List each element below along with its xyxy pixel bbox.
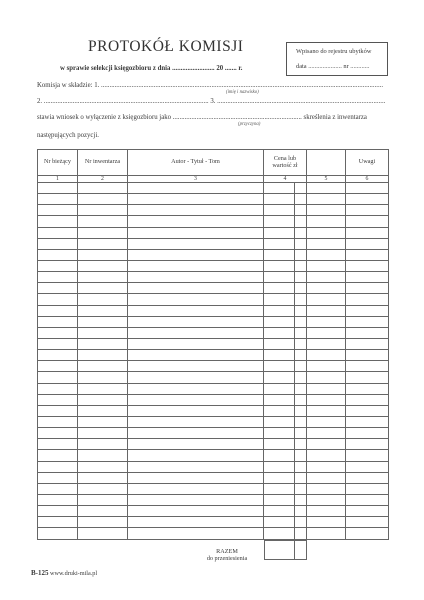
- table-cell[interactable]: [307, 361, 346, 372]
- table-cell[interactable]: [128, 483, 264, 494]
- items-table: [37, 149, 389, 540]
- table-cell[interactable]: [38, 350, 78, 361]
- table-row: [38, 249, 389, 260]
- table-cell[interactable]: [128, 316, 264, 327]
- table-cell[interactable]: [264, 494, 307, 505]
- table-cell[interactable]: [128, 249, 264, 260]
- table-row: [38, 194, 389, 205]
- member-line: 2. ................................................................................................. 3. ...................................................................................................: [37, 98, 386, 105]
- table-cell[interactable]: [307, 416, 346, 427]
- table-cell[interactable]: [38, 249, 78, 260]
- table-cell[interactable]: [128, 350, 264, 361]
- table-cell[interactable]: [307, 483, 346, 494]
- table-row: [38, 528, 389, 539]
- table-cell[interactable]: [346, 428, 389, 439]
- column-number: 6: [346, 176, 389, 183]
- table-cell[interactable]: [346, 350, 389, 361]
- column-number: 4: [264, 176, 307, 183]
- table-cell[interactable]: [307, 528, 346, 539]
- following-line: następujących pozycji.: [37, 132, 99, 139]
- column-number: 1: [38, 176, 78, 183]
- table-cell[interactable]: [78, 483, 128, 494]
- table-cell[interactable]: [346, 383, 389, 394]
- table-cell[interactable]: [128, 416, 264, 427]
- table-cell[interactable]: [264, 361, 307, 372]
- table-cell[interactable]: [78, 194, 128, 205]
- table-cell[interactable]: [264, 305, 307, 316]
- table-cell[interactable]: [264, 272, 307, 283]
- table-cell[interactable]: [307, 294, 346, 305]
- register-box-line2: data ..................... nr ............: [296, 63, 370, 70]
- table-cell[interactable]: [346, 461, 389, 472]
- table-cell[interactable]: [264, 517, 307, 528]
- table-row: [38, 238, 389, 249]
- table-cell[interactable]: [128, 238, 264, 249]
- column-number: 5: [307, 176, 346, 183]
- header-current-number: Nr bieżący: [38, 150, 78, 176]
- document-subtitle: w sprawie selekcji księgozbioru z dnia ......................... 20 ....... r.: [60, 65, 243, 72]
- table-row: [38, 506, 389, 517]
- table-cell[interactable]: [38, 372, 78, 383]
- table-cell[interactable]: [264, 506, 307, 517]
- table-cell[interactable]: [38, 327, 78, 338]
- table-cell[interactable]: [128, 528, 264, 539]
- table-cell[interactable]: [264, 283, 307, 294]
- table-cell[interactable]: [38, 528, 78, 539]
- table-cell[interactable]: [307, 439, 346, 450]
- table-cell[interactable]: [78, 394, 128, 405]
- table-cell[interactable]: [346, 472, 389, 483]
- footer: [31, 569, 97, 577]
- table-cell[interactable]: [346, 405, 389, 416]
- table-cell[interactable]: [38, 305, 78, 316]
- proposal-hint: (przyczyna): [238, 122, 261, 127]
- table-row: [38, 483, 389, 494]
- table-cell[interactable]: [128, 472, 264, 483]
- table-cell[interactable]: [307, 472, 346, 483]
- table-cell[interactable]: [346, 327, 389, 338]
- table-cell[interactable]: [346, 416, 389, 427]
- table-cell[interactable]: [78, 294, 128, 305]
- table-cell[interactable]: [307, 428, 346, 439]
- table-row: [38, 383, 389, 394]
- table-cell[interactable]: [264, 405, 307, 416]
- table-cell[interactable]: [307, 372, 346, 383]
- price-split-line: [294, 183, 295, 560]
- table-cell[interactable]: [346, 361, 389, 372]
- table-cell[interactable]: [264, 528, 307, 539]
- table-cell[interactable]: [78, 183, 128, 194]
- table-cell[interactable]: [78, 416, 128, 427]
- table-cell[interactable]: [38, 260, 78, 271]
- table-cell[interactable]: [78, 205, 128, 216]
- table-cell[interactable]: [346, 483, 389, 494]
- table-cell[interactable]: [264, 350, 307, 361]
- table-cell[interactable]: [264, 194, 307, 205]
- header-column-5: [307, 150, 346, 176]
- table-cell[interactable]: [307, 494, 346, 505]
- table-row: [38, 205, 389, 216]
- table-cell[interactable]: [128, 194, 264, 205]
- header-inventory-number: Nr inwentarza: [78, 150, 128, 176]
- table-cell[interactable]: [264, 327, 307, 338]
- header-price: Cena lub wartość zł: [264, 150, 307, 176]
- table-cell[interactable]: [307, 260, 346, 271]
- table-cell[interactable]: [346, 283, 389, 294]
- table-cell[interactable]: [38, 316, 78, 327]
- table-cell[interactable]: [38, 483, 78, 494]
- table-cell[interactable]: [128, 428, 264, 439]
- table-cell[interactable]: [307, 506, 346, 517]
- table-cell[interactable]: [78, 494, 128, 505]
- table-cell[interactable]: [38, 394, 78, 405]
- table-cell[interactable]: [346, 183, 389, 194]
- table-cell[interactable]: [38, 194, 78, 205]
- table-cell[interactable]: [128, 283, 264, 294]
- table-cell[interactable]: [264, 450, 307, 461]
- table-cell[interactable]: [78, 528, 128, 539]
- table-cell[interactable]: [307, 305, 346, 316]
- summary-label-line1: RAZEM: [216, 548, 238, 555]
- table-row: [38, 216, 389, 227]
- table-cell[interactable]: [346, 238, 389, 249]
- table-cell[interactable]: [78, 272, 128, 283]
- table-cell[interactable]: [78, 249, 128, 260]
- table-cell[interactable]: [78, 227, 128, 238]
- table-cell[interactable]: [346, 272, 389, 283]
- column-number-row: [38, 176, 389, 183]
- table-cell[interactable]: [128, 361, 264, 372]
- table-cell[interactable]: [38, 428, 78, 439]
- table-cell[interactable]: [78, 428, 128, 439]
- table-cell[interactable]: [346, 439, 389, 450]
- table-cell[interactable]: [264, 394, 307, 405]
- table-cell[interactable]: [346, 517, 389, 528]
- table-cell[interactable]: [128, 272, 264, 283]
- column-number: 3: [128, 176, 264, 183]
- table-cell[interactable]: [78, 350, 128, 361]
- table-header-row: [38, 150, 389, 176]
- summary-total-box[interactable]: [264, 540, 307, 560]
- document-title: PROTOKÓŁ KOMISJI: [88, 38, 244, 55]
- table-cell[interactable]: [38, 461, 78, 472]
- register-box: [286, 42, 388, 76]
- header-notes: Uwagi: [346, 150, 389, 176]
- table-cell[interactable]: [128, 450, 264, 461]
- table-cell[interactable]: [38, 227, 78, 238]
- table-cell[interactable]: [346, 450, 389, 461]
- table-row: [38, 494, 389, 505]
- table-row: [38, 283, 389, 294]
- table-cell[interactable]: [128, 294, 264, 305]
- table-cell[interactable]: [307, 194, 346, 205]
- table-cell[interactable]: [307, 383, 346, 394]
- table-cell[interactable]: [38, 383, 78, 394]
- table-cell[interactable]: [78, 372, 128, 383]
- table-cell[interactable]: [264, 316, 307, 327]
- table-cell[interactable]: [78, 283, 128, 294]
- table-row: [38, 450, 389, 461]
- table-cell[interactable]: [38, 205, 78, 216]
- table-cell[interactable]: [346, 294, 389, 305]
- table-cell[interactable]: [307, 394, 346, 405]
- table-cell[interactable]: [307, 272, 346, 283]
- table-cell[interactable]: [346, 338, 389, 349]
- table-cell[interactable]: [38, 183, 78, 194]
- table-row: [38, 260, 389, 271]
- table-cell[interactable]: [307, 350, 346, 361]
- table-row: [38, 338, 389, 349]
- column-number: 2: [78, 176, 128, 183]
- table-cell[interactable]: [128, 216, 264, 227]
- table-cell[interactable]: [78, 439, 128, 450]
- table-cell[interactable]: [346, 528, 389, 539]
- table-cell[interactable]: [307, 316, 346, 327]
- register-box-line1: Wpisano do rejestru ubytków: [296, 48, 372, 55]
- table-cell[interactable]: [307, 205, 346, 216]
- table-cell[interactable]: [78, 338, 128, 349]
- header-author-title: Autor - Tytuł - Tom: [128, 150, 264, 176]
- table-cell[interactable]: [264, 428, 307, 439]
- table-cell[interactable]: [128, 383, 264, 394]
- table-cell[interactable]: [346, 249, 389, 260]
- summary-label-line2: do przeniesienia: [206, 555, 248, 563]
- table-cell[interactable]: [78, 305, 128, 316]
- table-cell[interactable]: [78, 450, 128, 461]
- table-cell[interactable]: [264, 249, 307, 260]
- table-cell[interactable]: [128, 205, 264, 216]
- table-cell[interactable]: [307, 405, 346, 416]
- table-cell[interactable]: [307, 283, 346, 294]
- table-cell[interactable]: [264, 338, 307, 349]
- table-row: [38, 439, 389, 450]
- table-row: [38, 416, 389, 427]
- table-cell[interactable]: [346, 506, 389, 517]
- table-cell[interactable]: [38, 506, 78, 517]
- table-cell[interactable]: [78, 506, 128, 517]
- table-cell[interactable]: [264, 372, 307, 383]
- table-row: [38, 472, 389, 483]
- table-cell[interactable]: [128, 227, 264, 238]
- table-cell[interactable]: [38, 517, 78, 528]
- table-cell[interactable]: [38, 416, 78, 427]
- publisher-website: www.druki-mila.pl: [50, 570, 98, 577]
- table-cell[interactable]: [128, 461, 264, 472]
- table-cell[interactable]: [264, 383, 307, 394]
- table-cell[interactable]: [128, 494, 264, 505]
- table-cell[interactable]: [346, 205, 389, 216]
- table-cell[interactable]: [307, 249, 346, 260]
- table-cell[interactable]: [264, 294, 307, 305]
- table-cell[interactable]: [128, 394, 264, 405]
- table-cell[interactable]: [346, 494, 389, 505]
- table-cell[interactable]: [38, 294, 78, 305]
- table-cell[interactable]: [38, 450, 78, 461]
- table-row: [38, 372, 389, 383]
- table-cell[interactable]: [38, 405, 78, 416]
- table-cell[interactable]: [38, 238, 78, 249]
- table-cell[interactable]: [78, 383, 128, 394]
- table-cell[interactable]: [128, 338, 264, 349]
- table-cell[interactable]: [128, 183, 264, 194]
- table-cell[interactable]: [264, 439, 307, 450]
- table-cell[interactable]: [307, 238, 346, 249]
- table-cell[interactable]: [78, 238, 128, 249]
- table-row: [38, 405, 389, 416]
- table-row: [38, 294, 389, 305]
- table-row: [38, 394, 389, 405]
- table-cell[interactable]: [264, 205, 307, 216]
- table-cell[interactable]: [264, 483, 307, 494]
- table-row: [38, 316, 389, 327]
- table-cell[interactable]: [264, 461, 307, 472]
- form-code: B-125: [31, 569, 49, 577]
- table-cell[interactable]: [307, 338, 346, 349]
- commission-hint: (imię i nazwisko): [226, 90, 259, 95]
- table-cell[interactable]: [264, 183, 307, 194]
- table-row: [38, 183, 389, 194]
- table-row: [38, 227, 389, 238]
- table-cell[interactable]: [78, 260, 128, 271]
- table-cell[interactable]: [307, 327, 346, 338]
- table-cell[interactable]: [38, 338, 78, 349]
- table-cell[interactable]: [128, 305, 264, 316]
- table-cell[interactable]: [346, 372, 389, 383]
- table-cell[interactable]: [78, 216, 128, 227]
- table-cell[interactable]: [78, 327, 128, 338]
- table-cell[interactable]: [128, 372, 264, 383]
- table-cell[interactable]: [38, 439, 78, 450]
- table-cell[interactable]: [128, 405, 264, 416]
- table-cell[interactable]: [346, 305, 389, 316]
- table-cell[interactable]: [78, 461, 128, 472]
- table-cell[interactable]: [346, 194, 389, 205]
- table-cell[interactable]: [264, 416, 307, 427]
- table-cell[interactable]: [128, 506, 264, 517]
- table-cell[interactable]: [307, 461, 346, 472]
- table-row: [38, 327, 389, 338]
- table-cell[interactable]: [307, 517, 346, 528]
- table-cell[interactable]: [346, 316, 389, 327]
- table-cell[interactable]: [346, 394, 389, 405]
- table-row: [38, 350, 389, 361]
- table-row: [38, 305, 389, 316]
- table-cell[interactable]: [128, 327, 264, 338]
- table-cell[interactable]: [307, 227, 346, 238]
- commission-line: Komisja w składzie: 1. ......................................................................................................................................................................: [37, 82, 384, 89]
- table-cell[interactable]: [128, 517, 264, 528]
- table-cell[interactable]: [346, 216, 389, 227]
- table-cell[interactable]: [78, 517, 128, 528]
- table-cell[interactable]: [38, 272, 78, 283]
- table-row: [38, 517, 389, 528]
- table-cell[interactable]: [264, 238, 307, 249]
- table-cell[interactable]: [78, 405, 128, 416]
- table-cell[interactable]: [128, 260, 264, 271]
- summary-label: [196, 548, 258, 562]
- table-cell[interactable]: [128, 439, 264, 450]
- table-cell[interactable]: [78, 472, 128, 483]
- table-cell[interactable]: [307, 216, 346, 227]
- table-cell[interactable]: [346, 227, 389, 238]
- table-cell[interactable]: [38, 361, 78, 372]
- table-cell[interactable]: [38, 472, 78, 483]
- table-cell[interactable]: [38, 216, 78, 227]
- table-cell[interactable]: [264, 227, 307, 238]
- table-cell[interactable]: [307, 183, 346, 194]
- table-cell[interactable]: [346, 260, 389, 271]
- proposal-line: stawia wniosek o wyłączenie z księgozbioru jako ............................................................................ skreślenia z inwentarza: [37, 114, 367, 121]
- table-row: [38, 361, 389, 372]
- table-cell[interactable]: [38, 283, 78, 294]
- table-row: [38, 428, 389, 439]
- table-cell[interactable]: [264, 472, 307, 483]
- table-body: [38, 183, 389, 540]
- table-cell[interactable]: [78, 316, 128, 327]
- table-cell[interactable]: [38, 494, 78, 505]
- table-cell[interactable]: [264, 216, 307, 227]
- table-cell[interactable]: [264, 260, 307, 271]
- table-cell[interactable]: [307, 450, 346, 461]
- table-cell[interactable]: [78, 361, 128, 372]
- table-row: [38, 272, 389, 283]
- table-row: [38, 461, 389, 472]
